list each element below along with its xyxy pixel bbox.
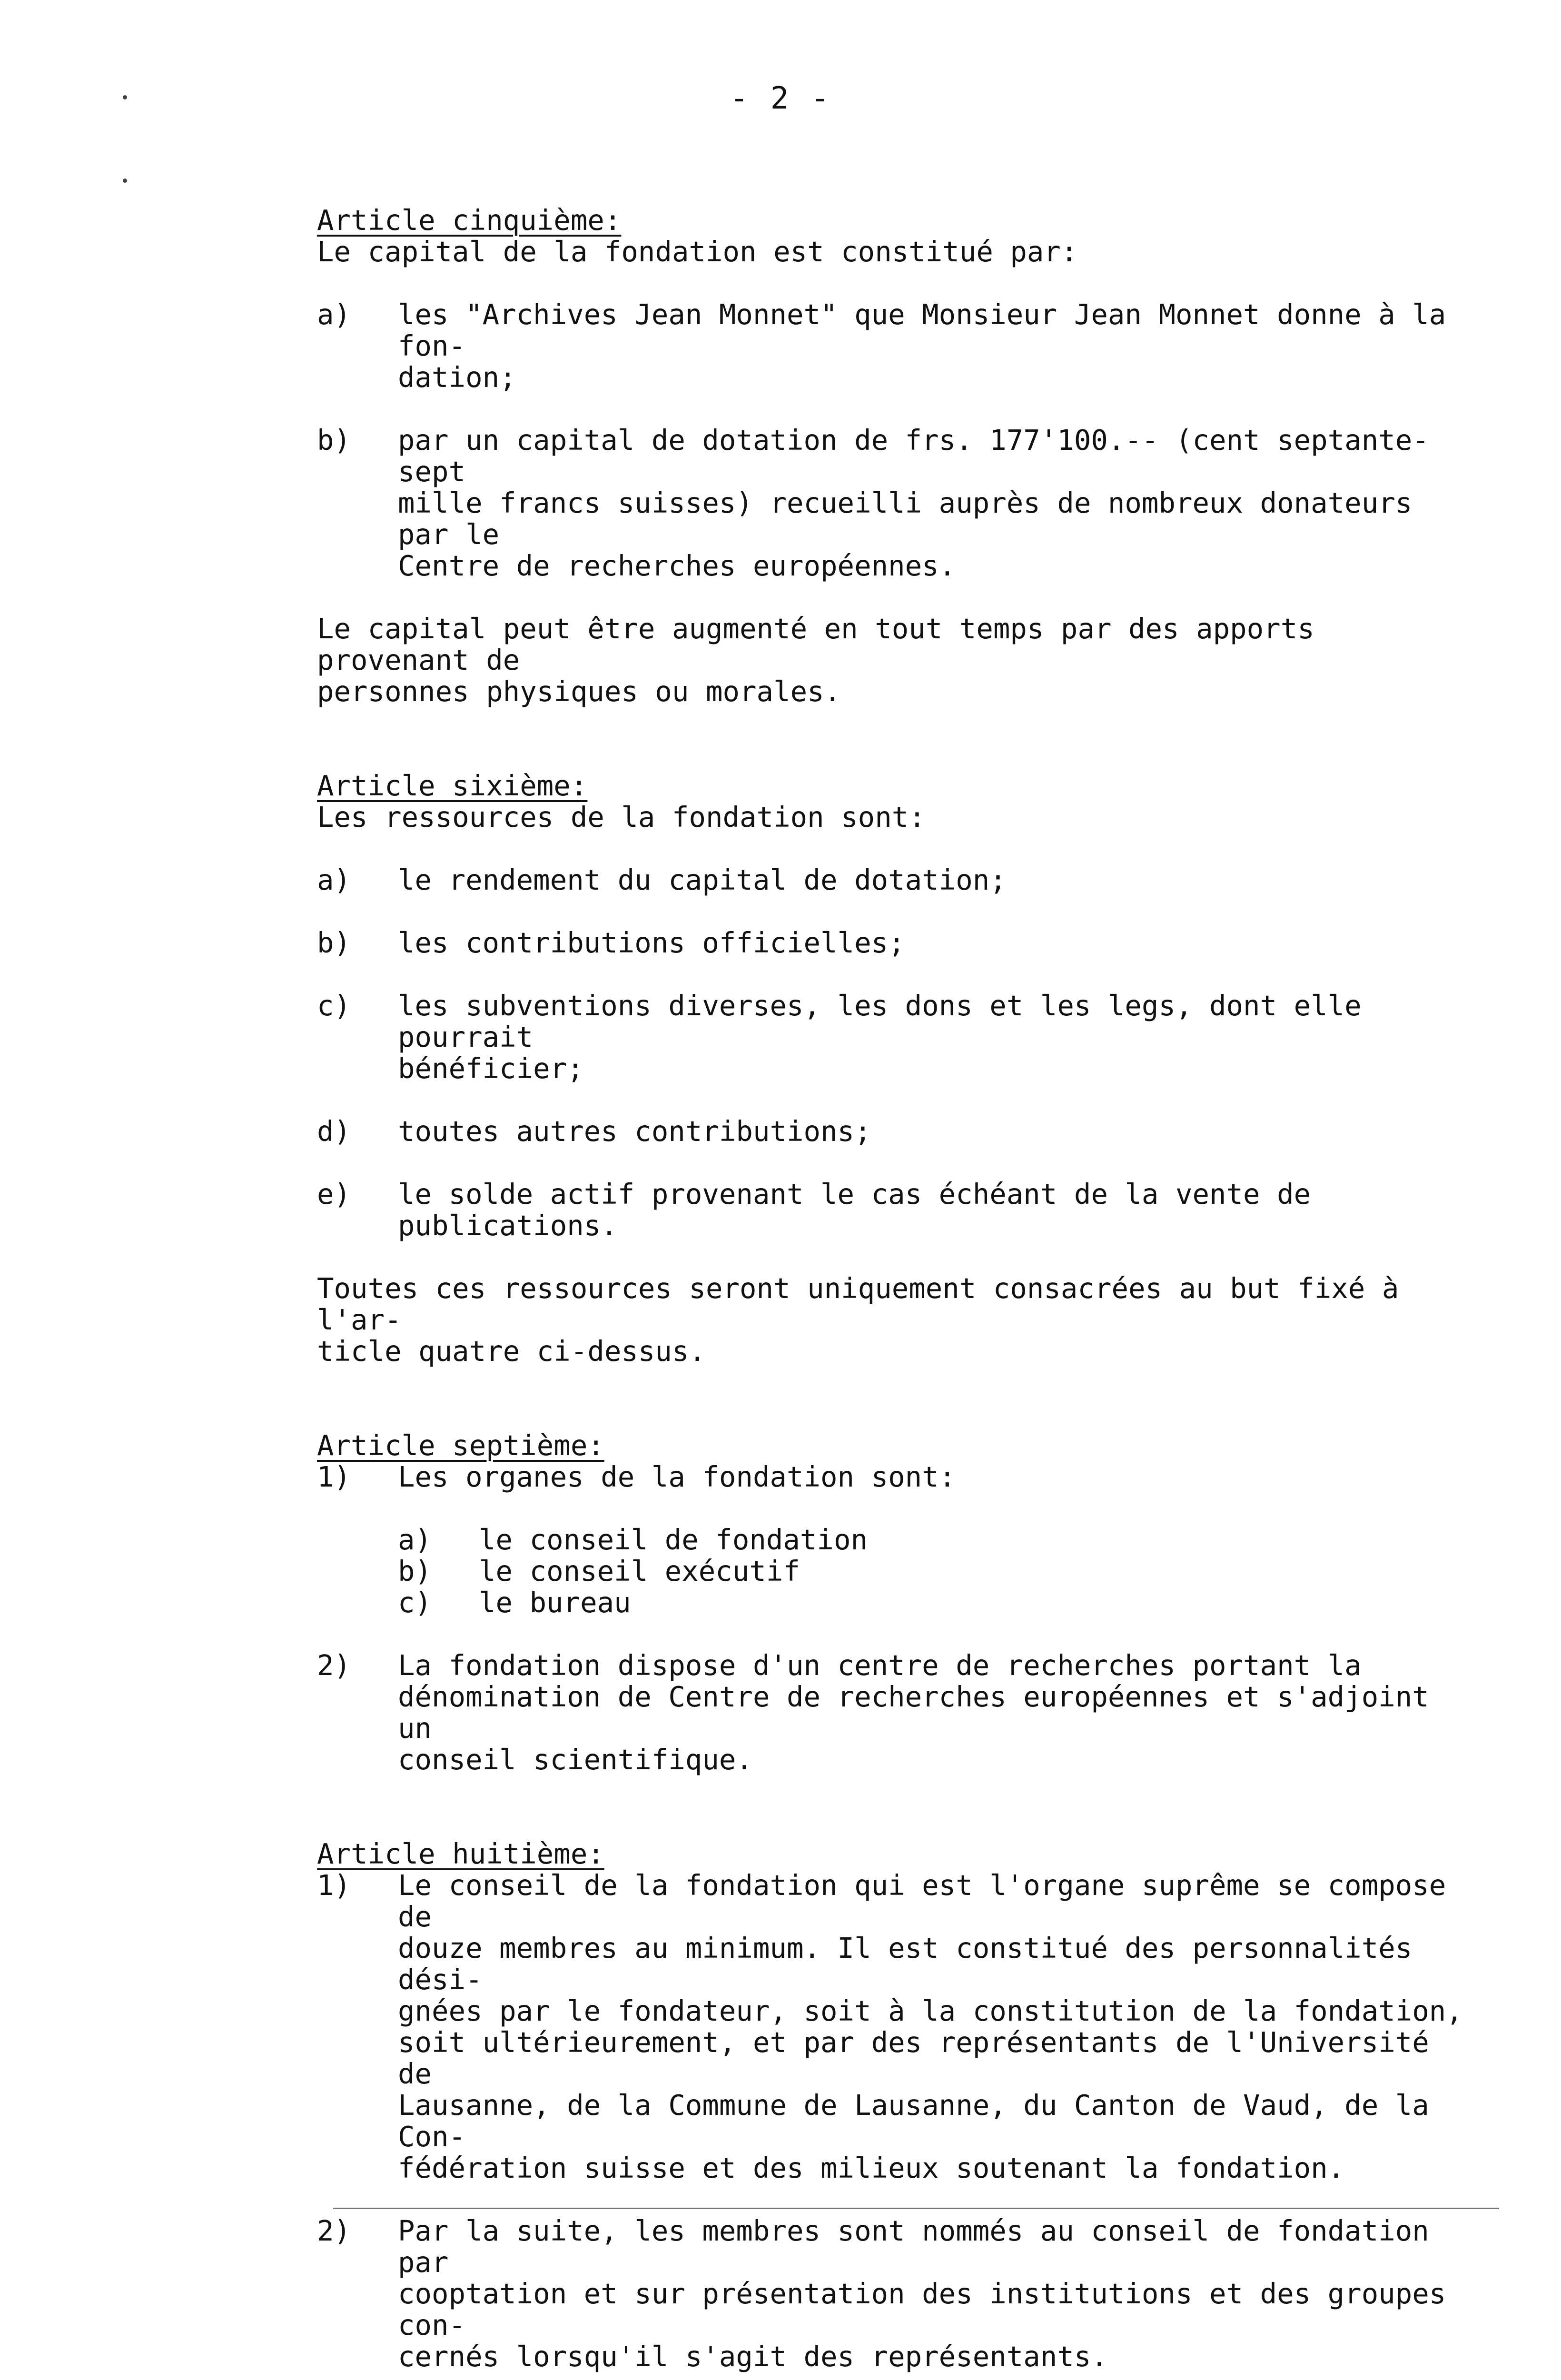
- item-label: a): [317, 863, 351, 896]
- item-label: e): [317, 1178, 351, 1210]
- article-6: [317, 770, 1469, 1367]
- article-8-title: Article huitième:: [317, 1837, 604, 1870]
- subitem-text: le conseil exécutif: [479, 1555, 800, 1587]
- item-label: c): [317, 989, 351, 1022]
- page-number: - 2 -: [730, 81, 831, 116]
- article-7: [317, 1430, 1469, 1775]
- article-7-item-2: [317, 1650, 1469, 1775]
- article-8-item-1: [317, 1870, 1469, 2184]
- item-text: Les organes de la fondation sont:: [398, 1460, 956, 1493]
- item-label: a): [317, 298, 351, 331]
- item-text: par un capital de dotation de frs. 177'100.-- (cent septante-sept mille francs suisses) recueilli auprès de nombreux donateurs par le Centre de recherches européennes.: [398, 424, 1429, 582]
- scan-speck: [123, 178, 127, 183]
- article-7-subitem-a: [398, 1524, 1469, 1556]
- item-text: le rendement du capital de dotation;: [398, 863, 1007, 896]
- article-7-subitem-c: [398, 1587, 1469, 1618]
- article-6-item-b: [317, 927, 1469, 959]
- item-text: La fondation dispose d'un centre de recherches portant la dénomination de Centre de recherches européennes et s'adjoint un conseil scientifique.: [398, 1649, 1429, 1776]
- article-6-intro: Les ressources de la fondation sont:: [317, 801, 926, 833]
- item-text: le solde actif provenant le cas échéant de la vente de publications.: [398, 1178, 1311, 1242]
- article-7-subitem-b: [398, 1556, 1469, 1587]
- article-8: [317, 1838, 1469, 2380]
- item-text: toutes autres contributions;: [398, 1115, 871, 1148]
- article-8-item-2: [317, 2215, 1469, 2372]
- article-5: [317, 205, 1469, 707]
- article-6-item-c: [317, 990, 1469, 1084]
- article-7-item-1: [317, 1461, 1469, 1493]
- article-5-title: Article cinquième:: [317, 204, 622, 237]
- article-6-item-e: [317, 1179, 1469, 1241]
- item-text: les contributions officielles;: [398, 926, 905, 959]
- article-5-item-b: [317, 425, 1469, 582]
- article-5-closing: Le capital peut être augmenté en tout temps par des apports provenant de personnes physiques ou morales.: [317, 612, 1314, 708]
- item-label: b): [317, 424, 351, 456]
- item-label: 1): [317, 1460, 351, 1493]
- document-body: [317, 205, 1469, 2380]
- page-bottom-rule: [333, 2208, 1499, 2209]
- item-text: Par la suite, les membres sont nommés au conseil de fondation par cooptation et sur présentation des institutions et des groupes con- cernés lorsqu'il s'agit des représentants.: [398, 2214, 1446, 2373]
- item-label: 2): [317, 2214, 351, 2247]
- item-label: b): [317, 926, 351, 959]
- subitem-text: le bureau: [479, 1586, 631, 1619]
- article-6-item-a: [317, 864, 1469, 896]
- subitem-label: a): [398, 1523, 432, 1556]
- article-5-intro: Le capital de la fondation est constitué par:: [317, 235, 1078, 268]
- item-text: les "Archives Jean Monnet" que Monsieur Jean Monnet donne à la fon- dation;: [398, 298, 1446, 394]
- item-text: les subventions diverses, les dons et les legs, dont elle pourrait bénéficier;: [398, 989, 1362, 1085]
- item-label: 1): [317, 1869, 351, 1902]
- item-label: d): [317, 1115, 351, 1148]
- article-6-item-d: [317, 1116, 1469, 1147]
- article-5-item-a: [317, 299, 1469, 393]
- subitem-text: le conseil de fondation: [479, 1523, 868, 1556]
- subitem-label: b): [398, 1555, 432, 1587]
- subitem-label: c): [398, 1586, 432, 1619]
- article-7-title: Article septième:: [317, 1429, 604, 1462]
- article-6-title: Article sixième:: [317, 769, 588, 802]
- item-text: Le conseil de la fondation qui est l'organe suprême se compose de douze membres au minimum. Il est constitué des personnalités dési- gnées par le fondateur, soit à la constitution de la fondation, soit ultérieurement, et par des représentants de l'Université de Lausanne, de la Commune de Lausanne, du Canton de Vaud, de la Con- fédération suisse et des milieux soutenant la fondation.: [398, 1869, 1463, 2184]
- article-6-closing: Toutes ces ressources seront uniquement consacrées au but fixé à l'ar- ticle quatre ci-dessus.: [317, 1272, 1399, 1368]
- item-label: 2): [317, 1649, 351, 1682]
- scan-speck: [123, 95, 127, 99]
